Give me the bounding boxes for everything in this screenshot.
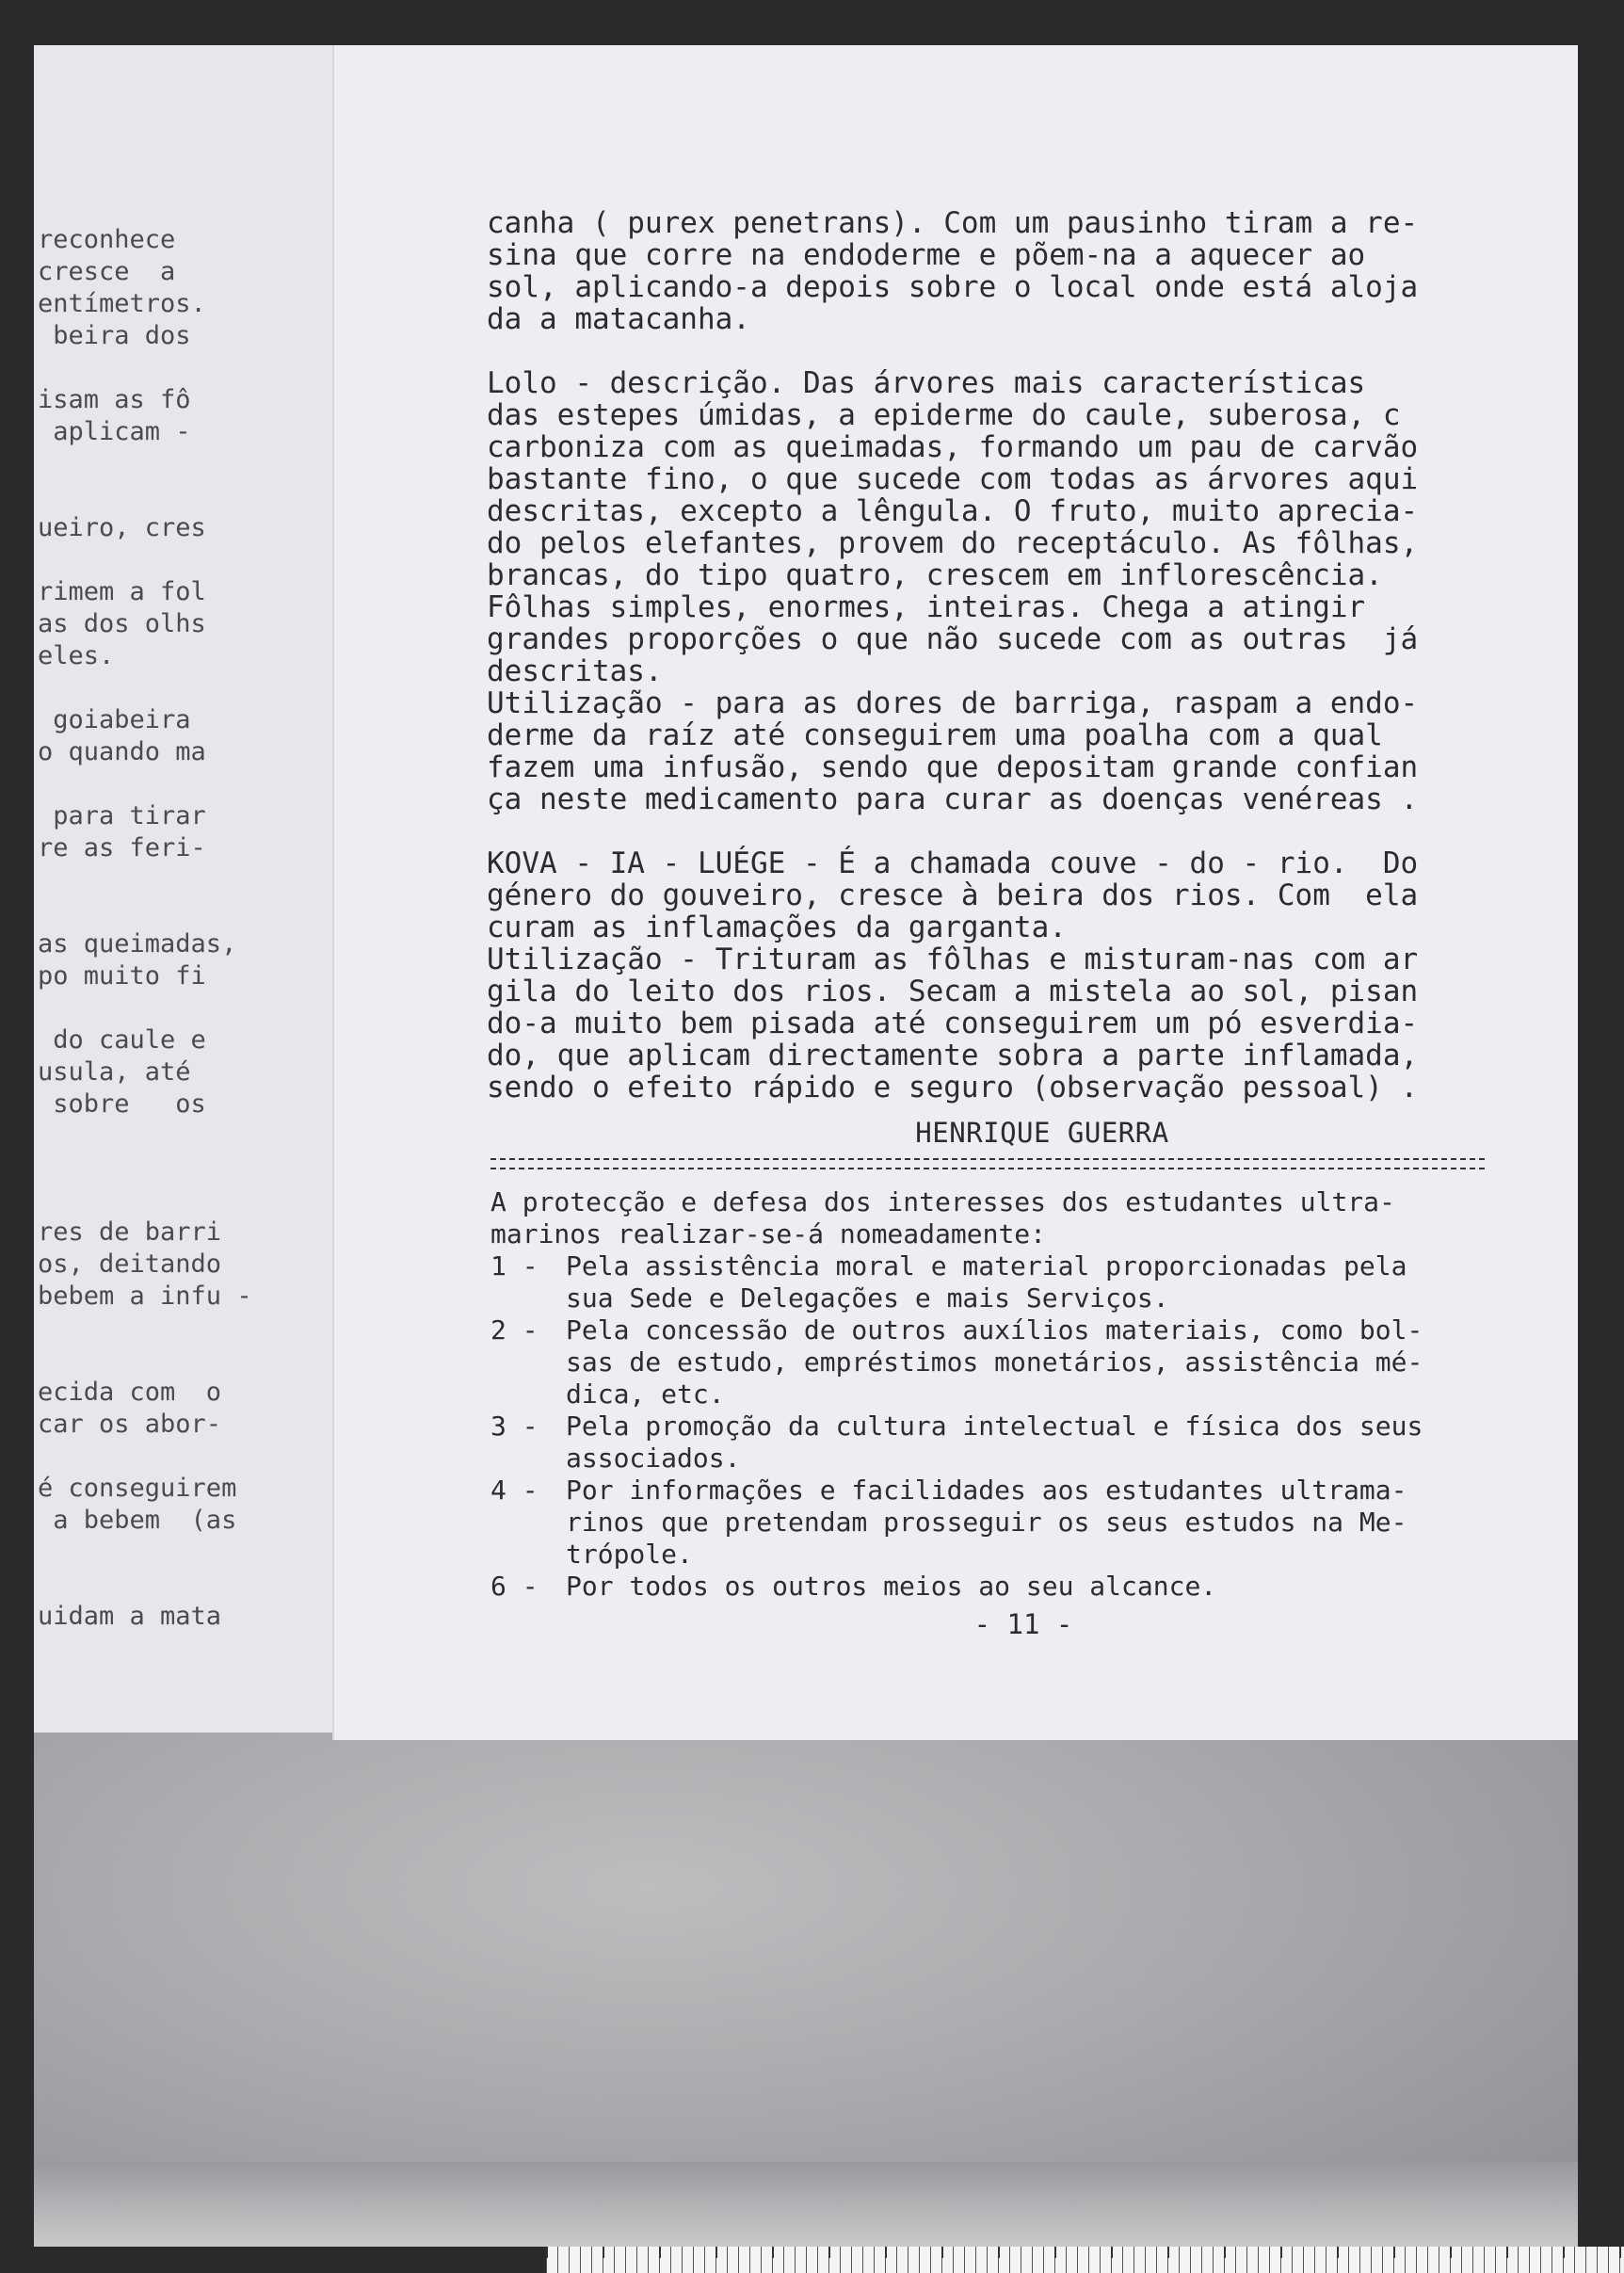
underlying-sheet-line [38,1441,292,1473]
underlying-sheet-line: sobre os [38,1089,206,1119]
notice-item [490,1411,1485,1475]
underlying-sheet-line: re as feri- [38,833,206,862]
photocopy-shadow [34,1733,1578,2247]
paragraph-kova-utilizacao: Utilização - Trituram as fôlhas e misturam-nas com ar gila do leito dos rios. Secam a mistela ao sol, pisan do-a muito bem pisada até conseguirem um pó esverdia- do, que aplicam directamente sobra a parte inflamada, sendo o efeito rápido e seguro (observação pessoal) . [487,943,1419,1104]
underlying-sheet-line [38,672,292,704]
notice-item [490,1250,1485,1314]
underlying-sheet-line [38,544,292,576]
underlying-sheet-line: usula, até [38,1057,191,1087]
underlying-sheet-line: bebem a infu - [38,1282,252,1311]
underlying-sheet-line: isam as fô [38,385,191,414]
underlying-sheet-line: rimem a fol [38,577,206,606]
paragraph-lolo-utilizacao: Utilização - para as dores de barriga, raspam a endo- derme da raíz até conseguirem uma poalha com a qual fazem uma infusão, sendo que depositam grande confian ça neste medicamento para curar as doenças venéreas . [487,686,1419,816]
notice-item-text: Por informações e facilidades aos estudantes ultrama- rinos que pretendam prosseguir os seus estudos na Me- trópole. [566,1475,1407,1570]
underlying-sheet-line [38,352,292,384]
notice-item-text: Pela promoção da cultura intelectual e física dos seus associados. [566,1411,1423,1474]
underlying-sheet-line: goiabeira [38,705,191,734]
underlying-sheet-line [38,1569,292,1601]
underlying-sheet-line: do caule e [38,1025,206,1055]
page-number: - 11 - [973,1608,1073,1640]
notice-item-number: 1 - [490,1250,539,1282]
underlying-sheet-line: ueiro, cres [38,513,206,542]
underlying-sheet-line: entímetros. [38,289,206,318]
paragraph-kova: KOVA - IA - LUÉGE - É a chamada couve - do - rio. Do género do gouveiro, cresce à beira dos rios. Com ela curam as inflamações da garganta. [487,846,1419,944]
underlying-sheet-line: para tirar [38,801,206,830]
notice-item-number: 4 - [490,1475,539,1506]
notice-item-text: Por todos os outros meios ao seu alcance. [566,1571,1217,1602]
notice-item-text: Pela concessão de outros auxílios materiais, como bol- sas de estudo, empréstimos monetários, assistência mé- dica, etc. [566,1314,1423,1410]
underlying-sheet-line: uidam a mata [38,1602,222,1631]
underlying-sheet-line [38,1345,292,1377]
notice-item [490,1571,1485,1603]
underlying-sheet-line: ecida com o [38,1378,222,1407]
underlying-sheet-line [38,1537,292,1569]
notice-item-number: 6 - [490,1571,539,1602]
underlying-sheet-line [38,896,292,928]
notice-item [490,1314,1485,1411]
underlying-sheet-line: os, deitando [38,1249,222,1279]
underlying-sheet-line: o quando ma [38,737,206,766]
notice-item-number: 3 - [490,1411,539,1442]
notice-intro: A protecção e defesa dos interesses dos estudantes ultra- marinos realizar-se-á nomeadamente: [490,1186,1395,1249]
author-name: HENRIQUE GUERRA [915,1117,1169,1149]
underlying-sheet-line [38,1153,292,1185]
underlying-sheet-line [38,480,292,512]
separator-rule [490,1158,1485,1169]
underlying-sheet-line [38,1185,292,1217]
scale-ruler [546,2247,1624,2273]
underlying-sheet-line [38,1120,292,1153]
underlying-sheet-line: cresce a [38,257,176,286]
underlying-sheet-line: reconhece [38,225,176,254]
underlying-sheet-line: car os abor- [38,1410,222,1439]
notice-block [490,1186,1485,1603]
underlying-sheet-line [38,992,292,1024]
underlying-sheet-line: a bebem (as [38,1506,237,1535]
underlying-sheet-line: as dos olhs [38,609,206,638]
underlying-sheet-line [38,864,292,896]
underlying-sheet-line: res de barri [38,1217,222,1247]
notice-item-text: Pela assistência moral e material proporcionadas pela sua Sede e Delegações e mais Serviços. [566,1250,1407,1314]
underlying-sheet-line [38,768,292,800]
page-body [487,207,1485,1640]
underlying-sheet-line: é conseguirem [38,1474,237,1503]
underlying-sheet-line: eles. [38,641,115,670]
notice-item [490,1475,1485,1571]
underlying-sheet-line [38,448,292,480]
underlying-sheet-line [38,1313,292,1345]
typed-page [334,45,1578,1740]
underlying-sheet-line: aplicam - [38,417,191,446]
notice-item-number: 2 - [490,1314,539,1346]
underlying-sheet-line: po muito fi [38,961,206,991]
underlying-sheet-line: beira dos [38,321,191,350]
underlying-sheet-line: as queimadas, [38,929,237,959]
paragraph-matacanha: canha ( purex penetrans). Com um pausinho tiram a re- sina que corre na endoderme e põem-na a aquecer ao sol, aplicando-a depois sobre o local onde está aloja da a matacanha. [487,206,1419,336]
paragraph-lolo: Lolo - descrição. Das árvores mais características das estepes úmidas, a epiderme do caule, suberosa, c carboniza com as queimadas, formando um pau de carvão bastante fino, o que sucede com todas as árvores aqui descritas, excepto a lêngula. O fruto, muito aprecia- do pelos elefantes, provem do receptáculo. As fôlhas, brancas, do tipo quatro, crescem em inflorescência. Fôlhas simples, enormes, inteiras. Chega a atingir grandes proporções o que não sucede com as outras já descritas. [487,366,1419,688]
underlying-sheet-text [38,224,292,1633]
